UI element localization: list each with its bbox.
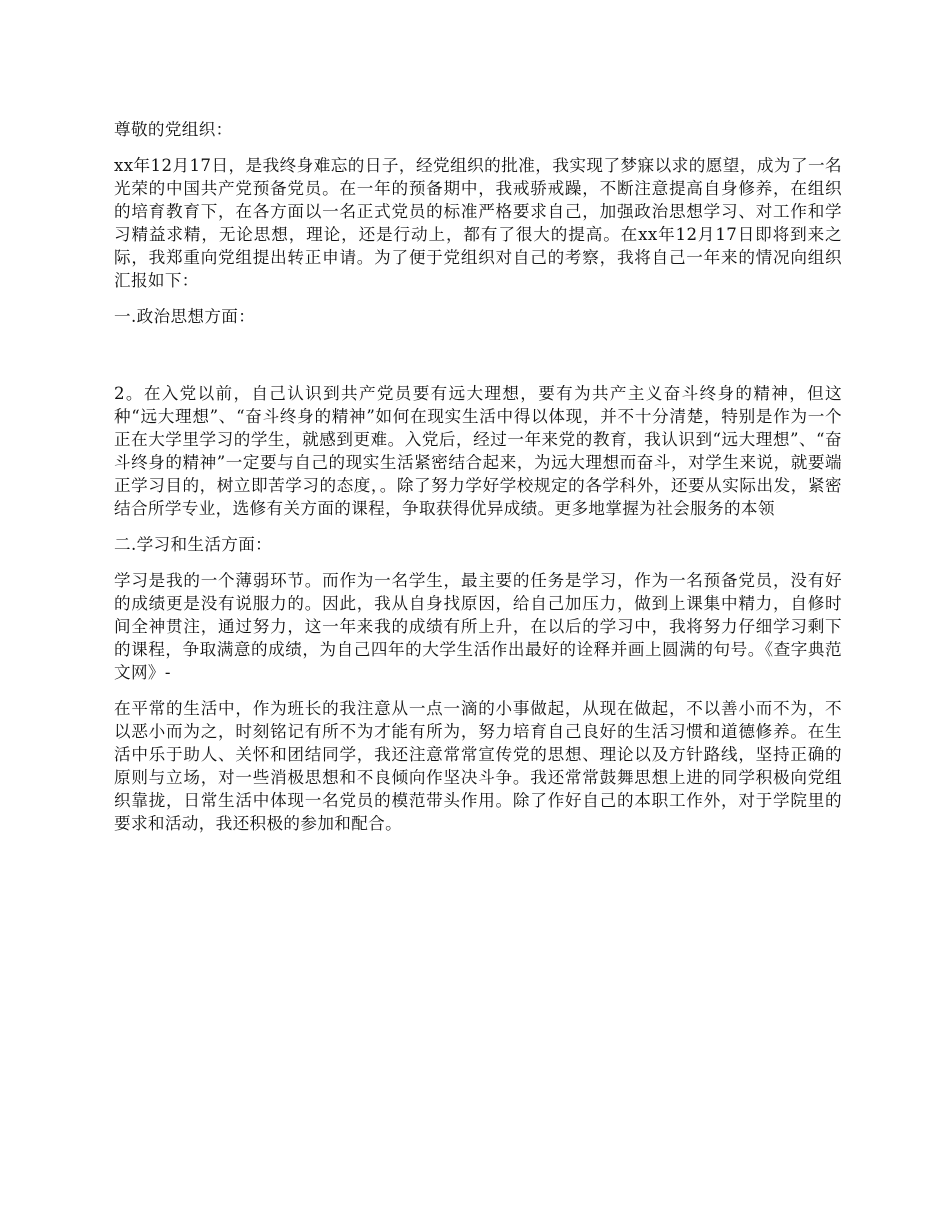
section-1-paragraph: 2。在入党以前，自己认识到共产党员要有远大理想，要有为共产主义奋斗终身的精神，但这种“远大理想”、“奋斗终身的精神”如何在现实生活中得以体现，并不十分清楚，特别是作为一个正在大学里学习的学生，就感到更难。入党后，经过一年来党的教育，我认识到“远大理想”、“奋斗终身的精神”一定要与自己的现实生活紧密结合起来，为远大理想而奋斗，对学生来说，就要端正学习目的，树立即苦学习的态度，。除了努力学好学校规定的各学科外，还要从实际出发，紧密结合所学专业，选修有关方面的课程，争取获得优异成绩。更多地掌握为社会服务的本领: [114, 384, 842, 518]
document-body: [114, 118, 842, 848]
section-1-heading: 一.政治思想方面：: [114, 307, 256, 326]
section-2-paragraph-life: 在平常的生活中，作为班长的我注意从一点一滴的小事做起，从现在做起，不以善小而不为，不以恶小而为之，时刻铭记有所不为才能有所为，努力培育自己良好的生活习惯和道德修养。在生活中乐于助人、关怀和团结同学，我还注意常常宣传党的思想、理论以及方针路线，坚持正确的原则与立场，对一些消极思想和不良倾向作坚决斗争。我还常常鼓舞思想上进的同学积极向党组织靠拢，日常生活中体现一名党员的模范带头作用。除了作好自己的本职工作外，对于学院里的要求和活动，我还积极的参加和配合。: [114, 699, 842, 833]
salutation: 尊敬的党组织：: [114, 120, 233, 139]
section-2-paragraph-study: 学习是我的一个薄弱环节。而作为一名学生，最主要的任务是学习，作为一名预备党员，没有好的成绩更是没有说服力的。因此，我从自身找原因，给自己加压力，做到上课集中精力，自修时间全神贯注，通过努力，这一年来我的成绩有所上升，在以后的学习中，我将努力仔细学习剩下的课程，争取满意的成绩，为自己四年的大学生活作出最好的诠释并画上圆满的句号。《查字典范文网》-: [114, 571, 842, 682]
intro-paragraph: xx年12月17日，是我终身难忘的日子，经党组织的批准，我实现了梦寐以求的愿望，成为了一名光荣的中国共产党预备党员。在一年的预备期中，我戒骄戒躁，不断注意提高自身修养，在组织的培育教育下，在各方面以一名正式党员的标准严格要求自己，加强政治思想学习、对工作和学习精益求精，无论思想，理论，还是行动上，都有了很大的提高。在xx年12月17日即将到来之际，我郑重向党组提出转正申请。为了便于党组织对自己的考察，我将自己一年来的情况向组织汇报如下：: [114, 156, 842, 290]
section-2-heading: 二.学习和生活方面：: [114, 535, 273, 554]
blank-gap: [114, 341, 842, 382]
